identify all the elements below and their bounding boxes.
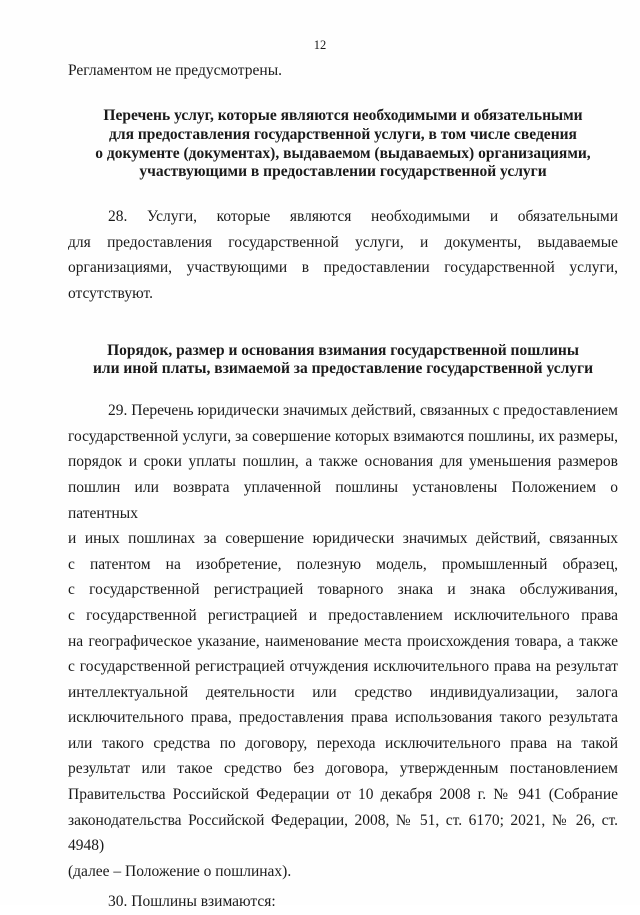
lead-text: Регламентом не предусмотрены. (68, 62, 282, 79)
heading-line: или иной платы, взимаемой за предоставление государственной услуги (92, 360, 594, 378)
page-content (68, 54, 618, 915)
paragraph-line: для предоставления государственной услуги, и документы, выдаваемые (68, 233, 618, 251)
paragraph-line: 30. Пошлины взимаются: (108, 893, 276, 911)
paragraph-line: (далее – Положение о пошлинах). (68, 862, 292, 880)
heading-line: Перечень услуг, которые являются необходимыми и обязательными (103, 107, 583, 124)
paragraph-line: Правительства Российской Федерации от 10 декабря 2008 г. № 941 (Собрание (68, 786, 618, 804)
paragraph-line: или такого средства по договору, перехода исключительного права на такой (68, 734, 618, 752)
paragraph-line: законодательства Российской Федерации, 2008, № 51, ст. 6170; 2021, № 26, ст. 4948) (68, 811, 618, 855)
paragraph-line: 28. Услуги, которые являются необходимыми и обязательными (108, 208, 618, 226)
paragraph-line: на географическое указание, наименование места происхождения товара, а также (68, 632, 618, 650)
paragraph-line: порядок и сроки уплаты пошлин, а также основания для уменьшения размеров (68, 453, 618, 471)
paragraph-line: с государственной регистрацией товарного знака и знака обслуживания, (68, 581, 618, 599)
heading-line: участвующими в предоставлении государственной услуги (139, 163, 547, 181)
paragraph-28 (68, 204, 618, 306)
paragraph-line: пошлин или возврата уплаченной пошлины установлены Положением о патентных (68, 478, 618, 522)
section-heading-required-services (68, 107, 618, 182)
page-number: 12 (313, 38, 327, 52)
paragraph-line: отсутствуют. (68, 284, 153, 302)
heading-line: о документе (документах), выдаваемом (выдаваемых) организациями, (95, 144, 591, 162)
paragraph-line: с государственной регистрацией отчуждения исключительного права на результат (68, 658, 618, 676)
section-heading-state-fee (68, 342, 618, 380)
paragraph-line: и иных пошлинах за совершение юридически значимых действий, связанных (68, 530, 618, 548)
paragraph-line: государственной услуги, за совершение которых взимаются пошлины, их размеры, (68, 427, 618, 445)
paragraph-line: организациями, участвующими в предоставлении государственной услуги, (68, 259, 618, 277)
paragraph-line: результат или такое средство без договора, утвержденным постановлением (68, 760, 618, 778)
heading-line: для предоставления государственной услуги, в том числе сведения (109, 125, 577, 143)
heading-line: Порядок, размер и основания взимания государственной пошлины (107, 341, 579, 359)
paragraph-line: исключительного права, предоставления права использования такого результата (68, 709, 618, 727)
paragraph-29 (68, 398, 618, 884)
paragraph-line: 29. Перечень юридически значимых действий, связанных с предоставлением (108, 402, 618, 420)
paragraph-line: интеллектуальной деятельности или средство индивидуализации, залога (68, 683, 618, 701)
paragraph-30 (68, 889, 618, 915)
paragraph-line: с государственной регистрацией и предоставлением исключительного права (68, 606, 618, 624)
paragraph-line: с патентом на изобретение, полезную модель, промышленный образец, (68, 555, 618, 573)
